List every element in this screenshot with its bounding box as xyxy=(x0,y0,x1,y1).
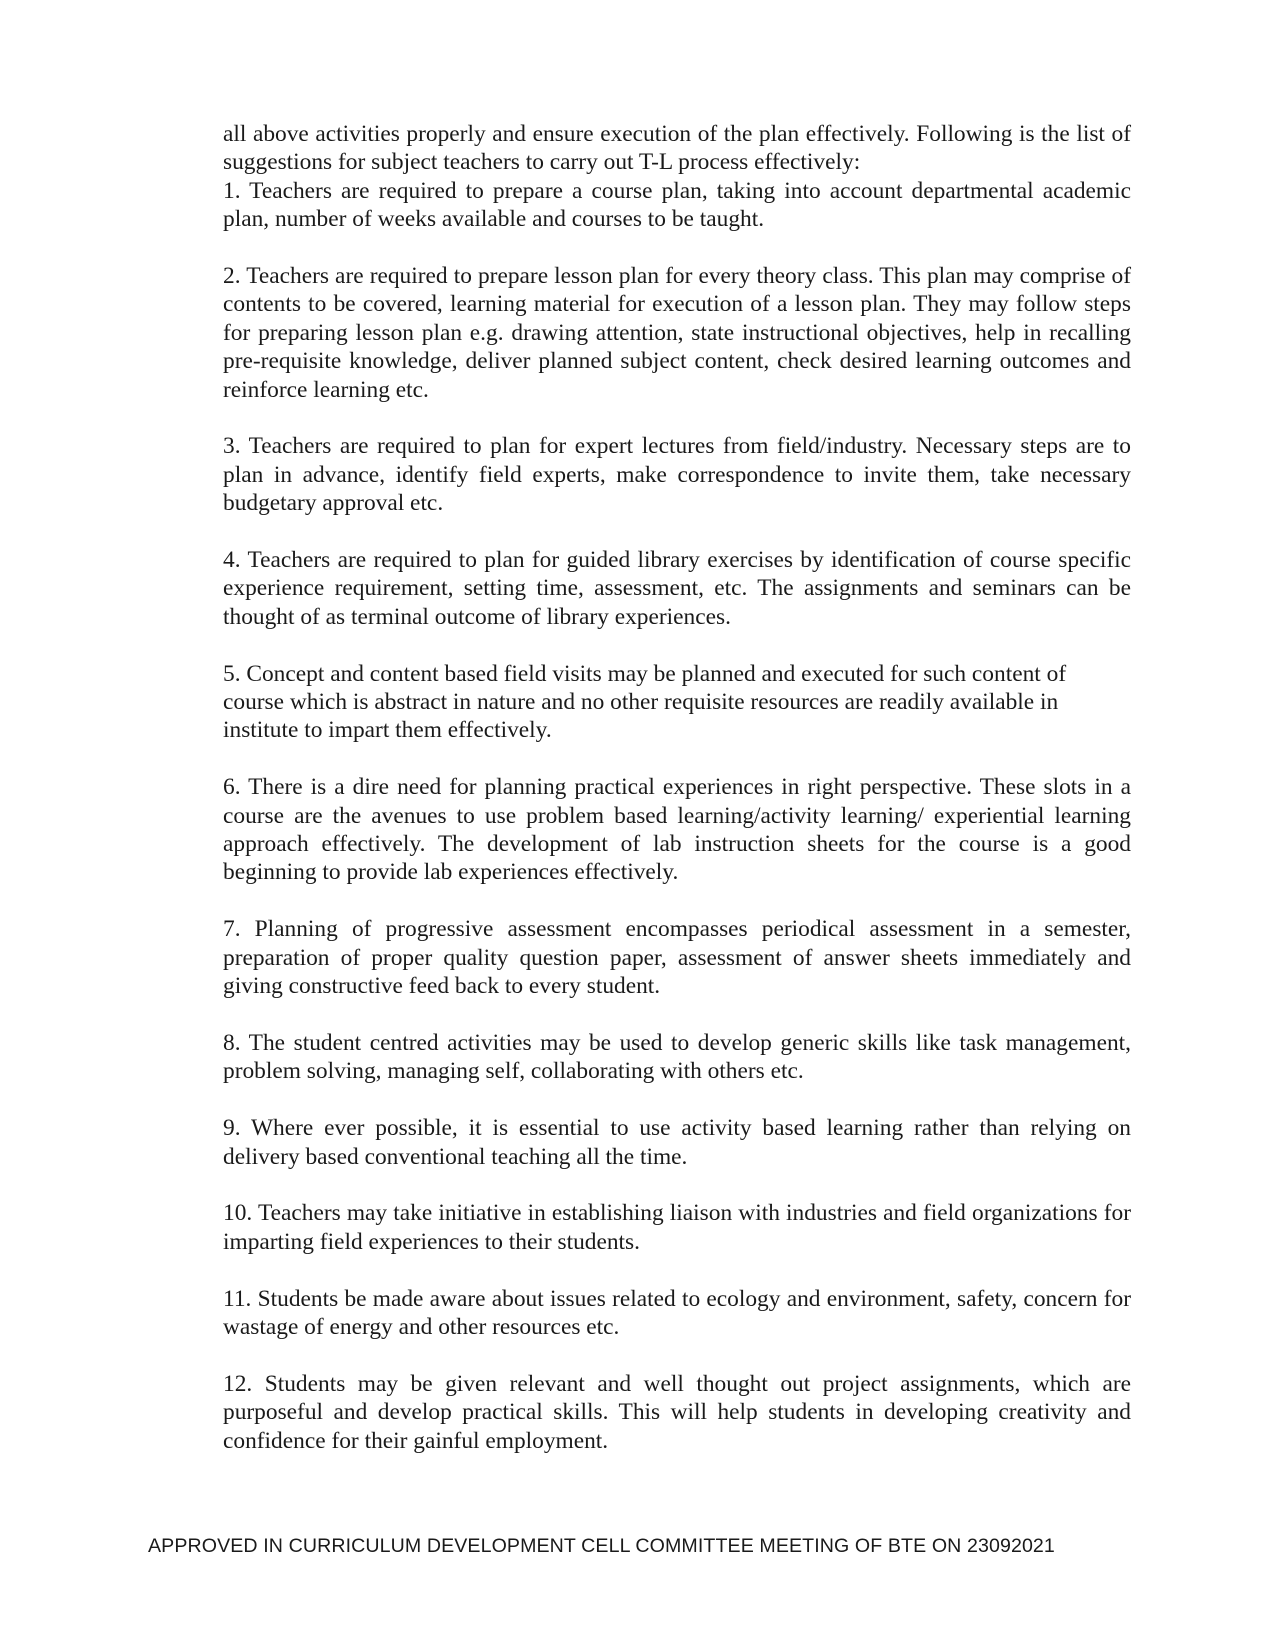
suggestion-item-7: 7. Planning of progressive assessment encompasses periodical assessment in a semester, preparation of proper quality question paper, assessment of answer sheets immediately and giving constructive feed back to every student. xyxy=(223,916,1131,1000)
suggestion-item-8: 8. The student centred activities may be used to develop generic skills like task management, problem solving, managing self, collaborating with others etc. xyxy=(223,1029,1131,1085)
suggestion-item-12: 12. Students may be given relevant and well thought out project assignments, which are purposeful and develop practical skills. This will help students in developing creativity and confidence for their gainful employment. xyxy=(223,1370,1131,1454)
document-body xyxy=(223,120,1131,1483)
suggestion-item-2: 2. Teachers are required to prepare lesson plan for every theory class. This plan may comprise of contents to be covered, learning material for execution of a lesson plan. They may follow steps for preparing lesson plan e.g. drawing attention, state instructional objectives, help in recalling pre-requisite knowledge, deliver planned subject content, check desired learning outcomes and reinforce learning etc. xyxy=(223,263,1131,403)
suggestion-item-10: 10. Teachers may take initiative in establishing liaison with industries and field organizations for imparting field experiences to their students. xyxy=(223,1200,1131,1255)
suggestion-item-1: 1. Teachers are required to prepare a course plan, taking into account departmental academic plan, number of weeks available and courses to be taught. xyxy=(223,177,1131,233)
approval-footer: APPROVED IN CURRICULUM DEVELOPMENT CELL COMMITTEE MEETING OF BTE ON 23092021 xyxy=(148,1535,1055,1557)
suggestion-item-9: 9. Where ever possible, it is essential to use activity based learning rather than relying on delivery based conventional teaching all the time. xyxy=(223,1115,1131,1170)
suggestion-item-4: 4. Teachers are required to plan for guided library exercises by identification of course specific experience requirement, setting time, assessment, etc. The assignments and seminars can be thought of as terminal outcome of library experiences. xyxy=(223,547,1131,630)
intro-paragraph: all above activities properly and ensure execution of the plan effectively. Following is the list of suggestions for subject teachers to carry out T-L process effectively: xyxy=(223,121,1131,176)
suggestion-item-3: 3. Teachers are required to plan for expert lectures from field/industry. Necessary steps are to plan in advance, identify field experts, make correspondence to invite them, take necessary budgetary approval etc. xyxy=(223,433,1131,517)
suggestion-item-11: 11. Students be made aware about issues related to ecology and environment, safety, concern for wastage of energy and other resources etc. xyxy=(223,1285,1131,1340)
suggestion-item-6: 6. There is a dire need for planning practical experiences in right perspective. These slots in a course are the avenues to use problem based learning/activity learning/ experiential learning approach effectively. The development of lab instruction sheets for the course is a good beginning to provide lab experiences effectively. xyxy=(223,774,1131,886)
suggestion-item-5: 5. Concept and content based field visits may be planned and executed for such content of course which is abstract in nature and no other requisite resources are readily available in institute to impart them effectively. xyxy=(223,660,1067,744)
